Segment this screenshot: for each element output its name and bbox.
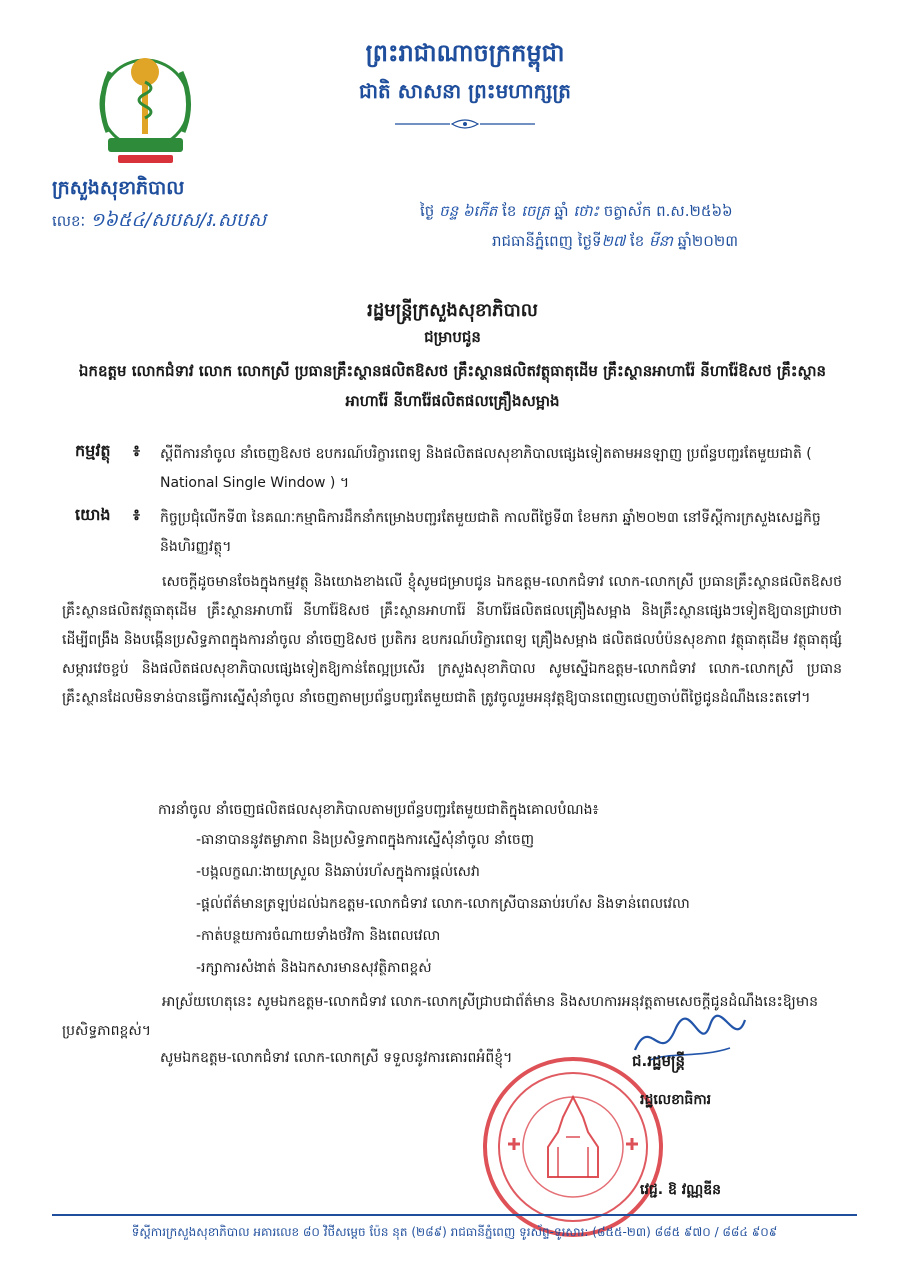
signatory-position: រដ្ឋលេខាធិការ <box>640 1092 712 1108</box>
purpose-intro: ការនាំចូល នាំចេញផលិតផលសុខាភិបាលតាមប្រព័ន្ធបញ្ជរតែមួយជាតិក្នុងគោលបំណង៖ <box>158 802 599 818</box>
body-paragraph: សេចក្ដីដូចមានចែងក្នុងកម្មវត្ថុ និងយោងខាងលើ ខ្ញុំសូមជម្រាបជូន ឯកឧត្តម-លោកជំទាវ លោក-លោកស្រី ប្រធានគ្រឹះស្ថានផលិតឱសថ គ្រឹះស្ថានផលិតវត្ថុធាតុដើម គ្រឹះស្ថានអាហារ៉ែ នីហារ៉ែឱសថ គ្រឹះស្ថានអាហារ៉ែ នីហារ៉ែផលិតផលគ្រឿងសម្អាង និងគ្រឹះស្ថានផ្សេងៗទៀតឱ្យបានជ្រាបថា ដើម្បីពង្រឹង និងបង្កើនប្រសិទ្ធភាពក្នុងការនាំចូល នាំចេញឱសថ ប្រតិករ ឧបករណ៍បរិក្ខារពេទ្យ គ្រឿងសម្អាង ផលិតផលបំប៉នសុខភាព វត្ថុធាតុដើម វត្ថុធាតុផ្សំ សម្ភារវេចខ្ចប់ និងផលិតផលសុខាភិបាលផ្សេងទៀតឱ្យកាន់តែល្អប្រសើរ ក្រសួងសុខាភិបាល សូមស្នើឯកឧត្តម-លោកជំទាវ លោក-លោកស្រី ប្រធានគ្រឹះស្ថានដែលមិនទាន់បានធ្វើការស្នើសុំនាំចូល នាំចេញតាមប្រព័ន្ធបញ្ជរតែមួយជាតិ ត្រូវចូលរួមអនុវត្តឱ្យបានពេញលេញចាប់ពីថ្ងៃជូនដំណឹងនេះតទៅ។ <box>62 574 842 706</box>
closing-paragraph: អាស្រ័យហេតុនេះ សូមឯកឧត្តម-លោកជំទាវ លោក-លោកស្រីជ្រាបជាព័ត៌មាន និងសហការអនុវត្តតាមសេចក្ដីជូនដំណឹងនេះឱ្យមានប្រសិទ្ធភាពខ្ពស់។ <box>62 994 819 1039</box>
lunar-year-label: ឆ្នាំ <box>554 202 569 220</box>
solar-month: មីនា <box>649 232 673 250</box>
list-item: -កាត់បន្ថយការចំណាយទាំងថវិកា និងពេលវេលា <box>196 928 441 944</box>
kingdom-title: ព្រះរាជាណាចក្រកម្ពុជា <box>365 38 565 67</box>
footer-divider <box>52 1214 857 1216</box>
ref-suffix: /សបស/រ.សបស <box>144 209 267 231</box>
national-motto: ជាតិ សាសនា ព្រះមហាក្សត្រ <box>359 79 571 103</box>
subject-text: ស្ដីពីការនាំចូល នាំចេញឱសថ ឧបករណ៍បរិក្ខារពេទ្យ និងផលិតផលសុខាភិបាលផ្សេងទៀតតាមអនឡាញ ប្រព័ន្ធបញ្ជរតែមួយជាតិ ( National Single Window ) ។ <box>160 446 812 491</box>
salutation: ជម្រាបជូន <box>424 328 481 346</box>
lunar-era: ចត្វាស័ក ព.ស.២៥៦៦ <box>603 202 733 220</box>
solar-prefix: រាជធានីភ្នំពេញ ថ្ងៃទី <box>492 232 602 250</box>
sender-title: រដ្ឋមន្ត្រីក្រសួងសុខាភិបាល <box>367 300 538 321</box>
lunar-month-label: ខែ <box>502 202 517 220</box>
solar-date <box>492 232 738 254</box>
list-item: -រក្សាការសំងាត់ និងឯកសារមានសុវត្ថិភាពខ្ពស់ <box>196 960 432 976</box>
recipients: ឯកឧត្តម លោកជំទាវ លោក លោកស្រី ប្រធានគ្រឹះស្ថានផលិតឱសថ គ្រឹះស្ថានផលិតវត្ថុធាតុដើម គ្រឹះស្ថានអាហារ៉ែ នីហារ៉ែឱសថ គ្រឹះស្ថានអាហារ៉ែ នីហារ៉ែផលិតផលគ្រឿងសម្អាង <box>78 362 827 410</box>
signatory-name: វេជ្ជ. ឱ វណ្ណឌីន <box>640 1182 722 1198</box>
list-item: -ធានាបាននូវតម្លាភាព និងប្រសិទ្ធភាពក្នុងការស្នើសុំនាំចូល នាំចេញ <box>196 832 535 848</box>
ministry-emblem-icon <box>88 42 203 172</box>
list-item: -បង្កលក្ខណៈងាយស្រួល និងឆាប់រហ័សក្នុងការផ្ដល់សេវា <box>196 864 480 880</box>
subject-label: កម្មវត្ថុ <box>75 441 111 460</box>
signatory-title: ជ.រដ្ឋមន្ត្រី <box>632 1052 686 1070</box>
list-item: -ផ្ដល់ព័ត៌មានត្រឡប់ដល់ឯកឧត្តម-លោកជំទាវ លោក-លោកស្រីបានឆាប់រហ័ស និងទាន់ពេលវេលា <box>196 896 690 912</box>
solar-month-label: ខែ <box>629 232 645 250</box>
lunar-year: ថោះ <box>573 202 599 220</box>
subject-colon: ៖ <box>133 441 141 460</box>
lunar-date <box>420 202 733 224</box>
reference-colon: ៖ <box>133 505 141 524</box>
ref-number: ១៦៥៤ <box>89 209 145 231</box>
ministry-name: ក្រសួងសុខាភិបាល <box>52 177 185 199</box>
ornament-divider-icon <box>390 118 540 130</box>
solar-year: ឆ្នាំ២០២៣ <box>677 232 739 250</box>
lunar-day: ចន្ទ ៦កើត <box>439 202 498 220</box>
closing-courtesy: សូមឯកឧត្តម-លោកជំទាវ លោក-លោកស្រី ទទួលនូវការគោរពអំពីខ្ញុំ។ <box>160 1050 513 1066</box>
reference-number <box>52 208 266 236</box>
footer-address: ទីស្ដីការក្រសួងសុខាភិបាល អគារលេខ ៨០ វិថីសម្ដេច ប៉ែន នុត (២៨៩) រាជធានីភ្នំពេញ ទូរស័ព្ទ-ទូរសារ: (៨៥៥-២៣) ៨៨៥ ៩៧០ / ៨៨៤ ៩០៩ <box>131 1225 778 1239</box>
solar-day: ២៧ <box>601 232 626 250</box>
reference-label: យោង <box>75 505 111 524</box>
reference-text: កិច្ចប្រជុំលើកទី៣ នៃគណៈកម្មាធិការដឹកនាំកម្រោងបញ្ជរតែមួយជាតិ កាលពីថ្ងៃទី៣ ខែមករា ឆ្នាំ២០២៣ នៅទីស្ដីការក្រសួងសេដ្ឋកិច្ចនិងហិរញ្ញវត្ថុ។ <box>160 510 821 555</box>
lunar-month: ចេត្រ <box>521 202 550 220</box>
lunar-prefix: ថ្ងៃ <box>420 202 435 220</box>
ref-label: លេខៈ <box>52 212 86 230</box>
